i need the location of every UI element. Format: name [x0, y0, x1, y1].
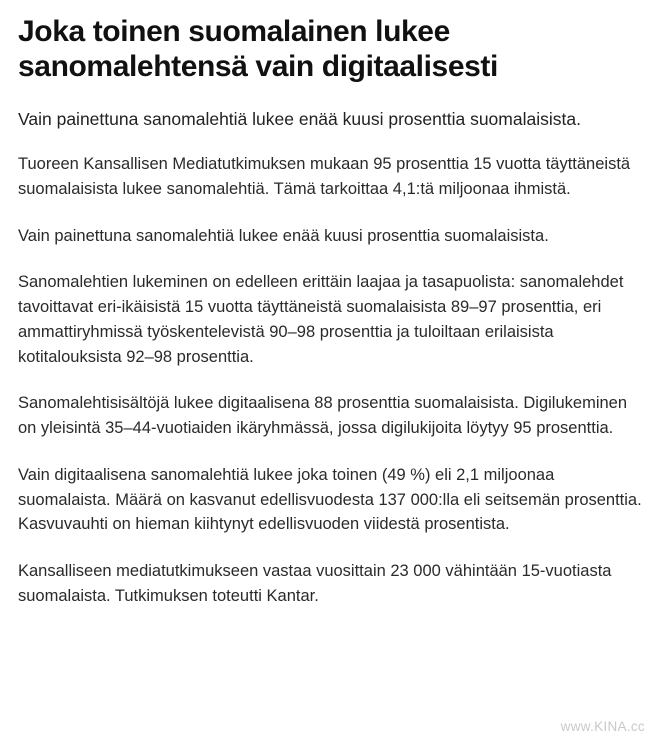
site-watermark: www.KINA.cc	[560, 719, 645, 734]
article-paragraph: Vain painettuna sanomalehtiä lukee enää kuusi prosenttia suomalaisista.	[18, 226, 549, 245]
article-paragraph: Sanomalehtisisältöjä lukee digitaalisena 88 prosenttia suomalaisista. Digilukeminen on yleisintä 35–44-vuotiaiden ikäryhmässä, jossa digilukijoita löytyy 95 prosenttia.	[18, 394, 628, 438]
article-paragraph: Vain digitaalisena sanomalehtiä lukee joka toinen (49 %) eli 2,1 miljoonaa suomalaista. Määrä on kasvanut edellisvuodesta 137 000:lla eli seitsemän prosenttia. Kasvuvauhti on hieman kiihtynyt edellisvuoden viidestä prosentista.	[18, 465, 642, 534]
article-paragraph: Sanomalehtien lukeminen on edelleen erittäin laajaa ja tasapuolista: sanomalehdet tavoittavat eri-ikäisistä 15 vuotta täyttäneistä suomalaisista 89–97 prosenttia, eri ammattiryhmissä työskentelevistä 90–98 prosenttia ja tuloiltaan erilaisista kotitalouksista 92–98 prosenttia.	[18, 273, 624, 366]
article-paragraph: Tuoreen Kansallisen Mediatutkimuksen mukaan 95 prosenttia 15 vuotta täyttäneistä suomalaisista lukee sanomalehtiä. Tämä tarkoittaa 4,1:tä miljoonaa ihmistä.	[18, 155, 631, 198]
page-title: Joka toinen suomalainen lukee sanomalehtensä vain digitaalisesti	[18, 15, 498, 84]
article-paragraph: Kansalliseen mediatutkimukseen vastaa vuosittain 23 000 vähintään 15-vuotiasta suomalaista. Tutkimuksen toteutti Kantar.	[18, 562, 612, 605]
article-lead: Vain painettuna sanomalehtiä lukee enää kuusi prosenttia suomalaisista.	[18, 108, 581, 129]
